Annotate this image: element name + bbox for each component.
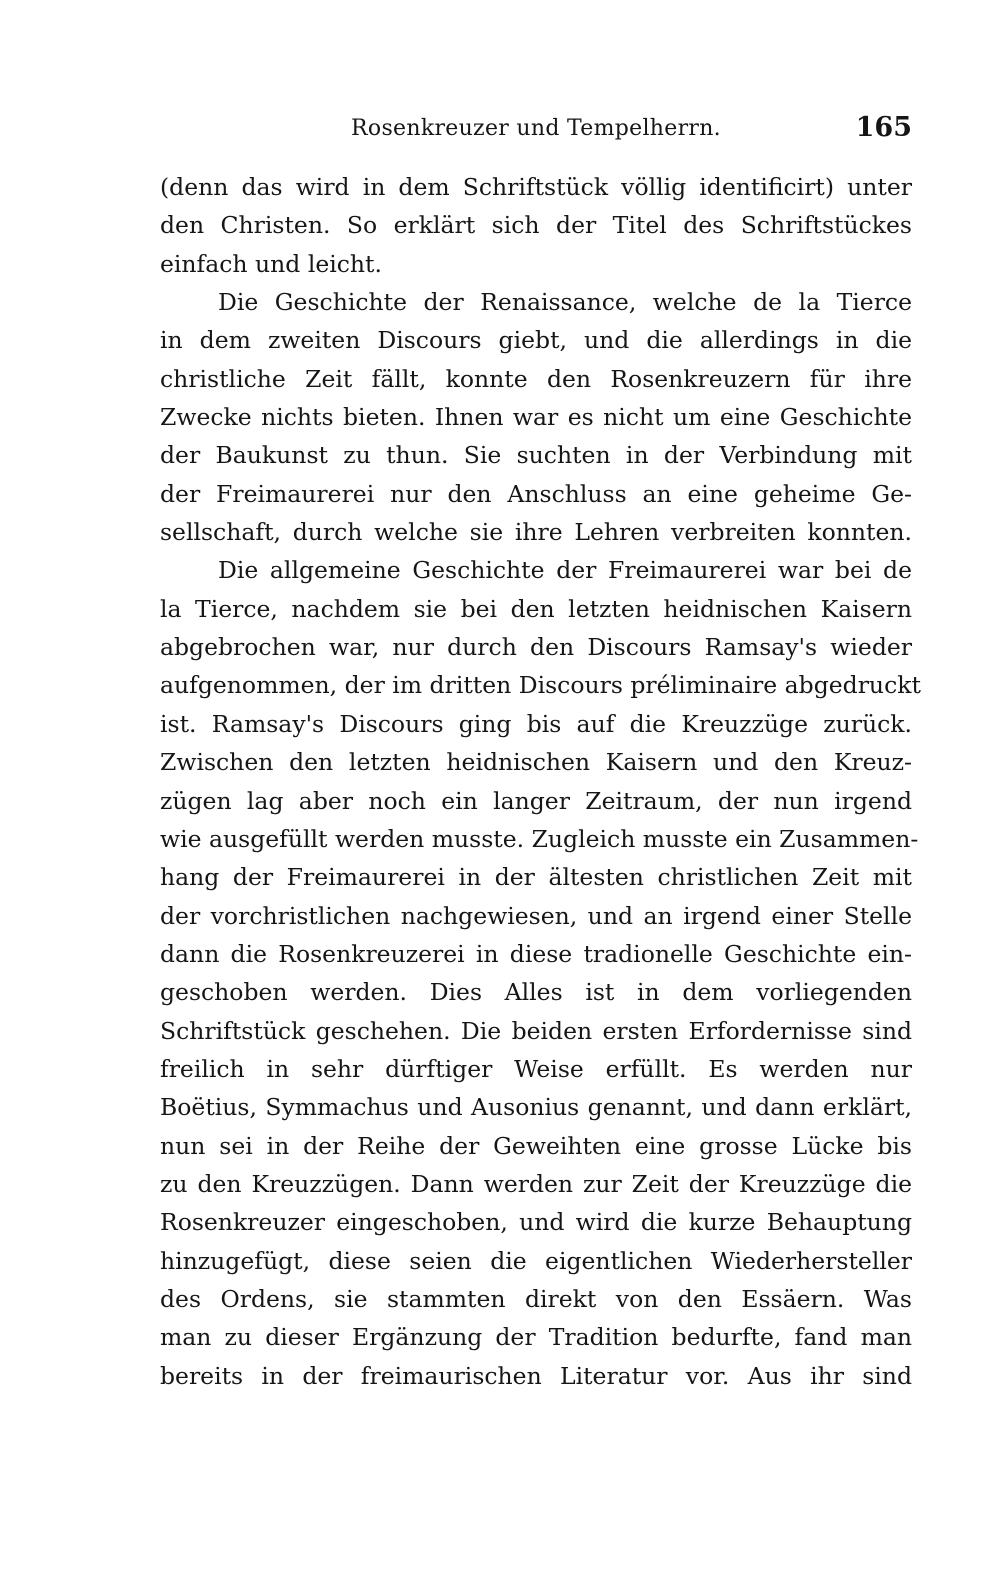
text-line: der Baukunst zu thun. Sie suchten in der Verbindung mit [160,441,912,470]
text-line: der vorchristlichen nachgewiesen, und an irgend einer Stelle [160,901,912,930]
text-line: wie ausgefüllt werden musste. Zugleich musste ein Zusammen- [160,824,919,853]
body-text [160,168,921,1395]
text-line: in dem zweiten Discours giebt, und die allerdings in die [160,326,912,355]
page-number: 165 [855,112,912,143]
text-line: Zwischen den letzten heidnischen Kaisern und den Kreuz- [160,748,912,777]
text-line: aufgenommen, der im dritten Discours préliminaire abgedruckt [160,671,921,700]
text-line: bereits in der freimaurischen Literatur vor. Aus ihr sind [160,1361,912,1390]
text-line: nun sei in der Reihe der Geweihten eine grosse Lücke bis [160,1131,912,1160]
text-line: christliche Zeit fällt, konnte den Rosenkreuzern für ihre [160,364,912,393]
text-line: zu den Kreuzzügen. Dann werden zur Zeit der Kreuzzüge die [160,1169,912,1198]
running-head: Rosenkreuzer und Tempelherrn. [351,116,721,141]
text-line: dann die Rosenkreuzerei in diese tradionelle Geschichte ein- [160,939,912,968]
text-line: Schriftstück geschehen. Die beiden ersten Erfordernisse sind [160,1016,912,1045]
text-line: den Christen. So erklärt sich der Titel des Schriftstückes [160,211,912,240]
text-line: la Tierce, nachdem sie bei den letzten heidnischen Kaisern [160,594,912,623]
text-line: freilich in sehr dürftiger Weise erfüllt. Es werden nur [160,1054,912,1083]
text-line: Boëtius, Symmachus und Ausonius genannt, und dann erklärt, [160,1093,912,1122]
text-line: einfach und leicht. [160,249,382,278]
text-line: Die allgemeine Geschichte der Freimaurerei war bei de [218,556,912,585]
text-line: zügen lag aber noch ein langer Zeitraum, der nun irgend [160,786,912,815]
page-header [160,112,912,148]
text-line: hang der Freimaurerei in der ältesten christlichen Zeit mit [160,863,912,892]
text-line: geschoben werden. Dies Alles ist in dem vorliegenden [160,978,912,1007]
text-line: des Ordens, sie stammten direkt von den Essäern. Was [160,1284,912,1313]
text-line: man zu dieser Ergänzung der Tradition bedurfte, fand man [160,1323,912,1352]
text-line: hinzugefügt, diese seien die eigentlichen Wiederhersteller [160,1246,912,1275]
text-line: der Freimaurerei nur den Anschluss an eine geheime Ge- [160,479,912,508]
text-line: Zwecke nichts bieten. Ihnen war es nicht um eine Geschichte [160,403,912,432]
text-line: Die Geschichte der Renaissance, welche de la Tierce [218,288,912,317]
text-line: Rosenkreuzer eingeschoben, und wird die kurze Behauptung [160,1208,912,1237]
text-line: abgebrochen war, nur durch den Discours Ramsay's wieder [160,633,912,662]
text-line: (denn das wird in dem Schriftstück völlig identificirt) unter [160,173,912,201]
text-line: sellschaft, durch welche sie ihre Lehren verbreiten konnten. [160,518,912,547]
text-line: ist. Ramsay's Discours ging bis auf die Kreuzzüge zurück. [160,709,912,738]
